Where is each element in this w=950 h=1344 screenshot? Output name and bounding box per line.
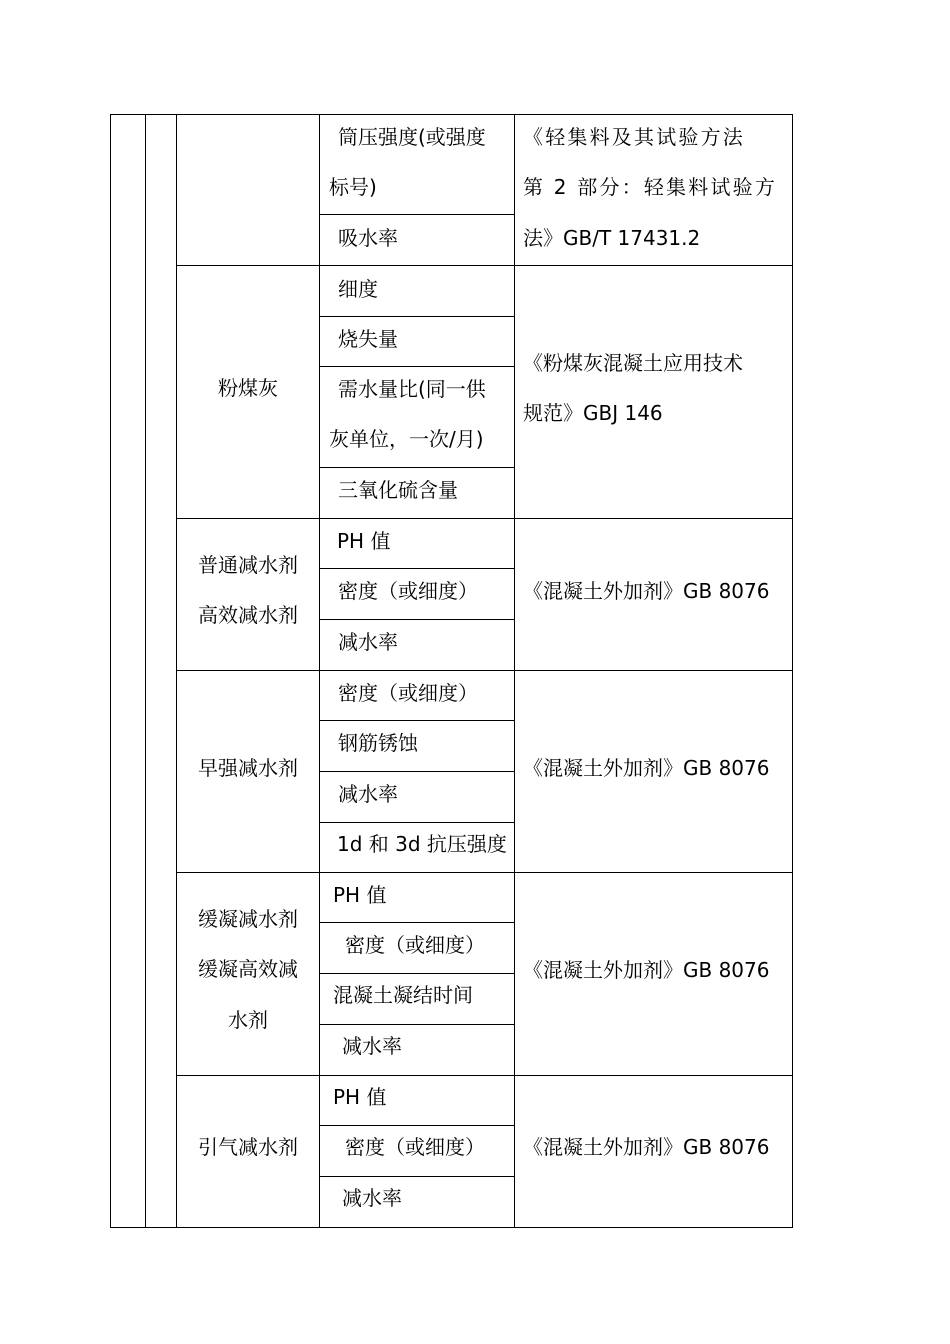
material-name: 缓凝减水剂 [198,907,298,931]
standard-reference: 《轻集料及其试验方法 [523,125,745,149]
group-separator [176,1075,793,1076]
test-item-label: 需水量比(同一供 [338,377,486,401]
table-border-right [792,114,793,1228]
test-item-label: 1d 和 3d 抗压强度 [337,832,507,856]
test-item-label: 筒压强度(或强度 [338,125,486,149]
standard-reference: 法》GB/T 17431.2 [523,226,701,250]
group-separator [176,872,793,873]
test-item-label: 混凝土凝结时间 [333,983,473,1007]
test-item-label: PH 值 [333,883,387,907]
test-item-label: 密度（或细度） [338,681,478,705]
test-item-label: 减水率 [342,1186,402,1210]
test-item-label: 细度 [338,277,378,301]
table-border-left [110,114,111,1228]
test-item-label: 减水率 [338,782,398,806]
table-col-divider-1 [145,114,146,1228]
test-item-label: 密度（或细度） [345,933,485,957]
test-item-label: PH 值 [333,1085,387,1109]
table-col-divider-3 [319,114,320,1228]
table-border-bottom [110,1227,793,1228]
test-item-label: 吸水率 [338,226,398,250]
test-item-label: 灰单位，一次/月) [329,427,484,451]
standard-reference: 规范》GBJ 146 [523,401,663,425]
test-item-label: PH 值 [337,529,391,553]
group-separator [176,670,793,671]
test-item-label: 三氧化硫含量 [338,478,458,502]
test-item-label: 钢筋锈蚀 [338,731,418,755]
standard-reference: 《粉煤灰混凝土应用技术 [523,351,743,375]
standard-reference: 第 2 部分：轻集料试验方 [523,175,778,199]
test-item-label: 减水率 [338,630,398,654]
material-name: 缓凝高效减 [198,957,298,981]
test-item-label: 减水率 [342,1034,402,1058]
table-col-divider-4 [514,114,515,1228]
test-item-label: 密度（或细度） [345,1135,485,1159]
table-col-divider-2 [176,114,177,1228]
group-separator [176,265,793,266]
material-name: 普通减水剂 [198,553,298,577]
standard-reference: 《混凝土外加剂》GB 8076 [523,1135,770,1159]
material-name: 水剂 [228,1008,268,1032]
standard-reference: 《混凝土外加剂》GB 8076 [523,756,770,780]
material-name: 早强减水剂 [198,756,298,780]
test-item-label: 烧失量 [338,327,398,351]
test-item-label: 标号) [329,175,377,199]
material-name: 引气减水剂 [198,1135,298,1159]
group-separator [176,518,793,519]
test-item-label: 密度（或细度） [338,579,478,603]
standard-reference: 《混凝土外加剂》GB 8076 [523,579,770,603]
standard-reference: 《混凝土外加剂》GB 8076 [523,958,770,982]
material-name: 高效减水剂 [198,603,298,627]
material-name: 粉煤灰 [218,376,278,400]
